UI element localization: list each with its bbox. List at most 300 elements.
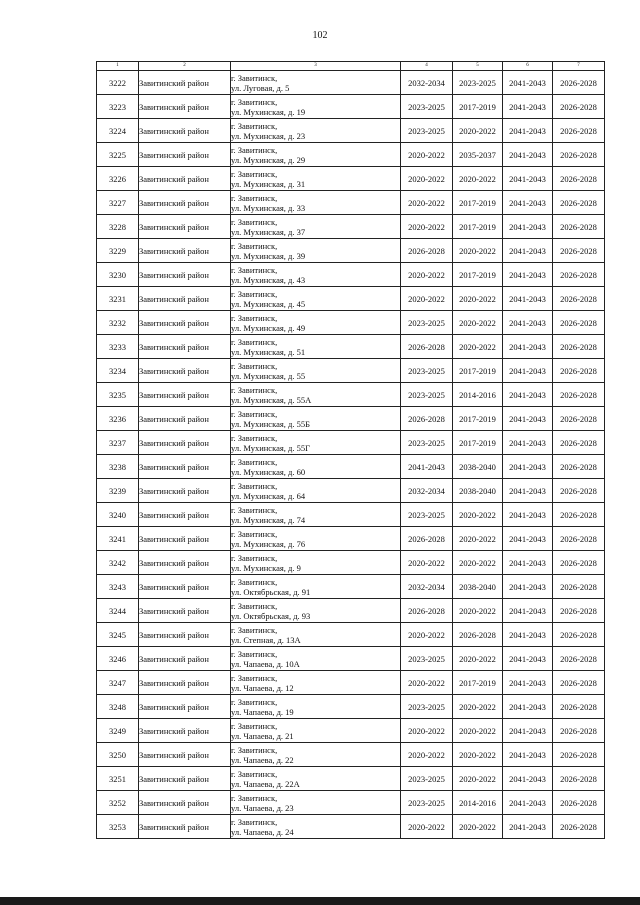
period-col-6: 2041-2043	[503, 623, 553, 647]
record-number: 3230	[97, 263, 139, 287]
period-col-6: 2041-2043	[503, 239, 553, 263]
registry-table	[96, 61, 605, 839]
period-col-5: 2020-2022	[453, 119, 503, 143]
address-city: г. Завитинск,	[231, 72, 278, 83]
period-col-4: 2020-2022	[401, 215, 453, 239]
address-street: ул. Чапаева, д. 22	[231, 754, 294, 765]
address-cell	[231, 143, 401, 167]
table-row	[97, 311, 605, 335]
period-col-7: 2026-2028	[553, 407, 605, 431]
period-col-6: 2041-2043	[503, 815, 553, 839]
period-col-6: 2041-2043	[503, 599, 553, 623]
period-col-7: 2026-2028	[553, 287, 605, 311]
district-cell: Завитинский район	[139, 335, 231, 359]
period-col-6: 2041-2043	[503, 791, 553, 815]
address-city: г. Завитинск,	[231, 216, 278, 227]
record-number: 3248	[97, 695, 139, 719]
address-city: г. Завитинск,	[231, 120, 278, 131]
period-col-5: 2014-2016	[453, 791, 503, 815]
table-row	[97, 455, 605, 479]
address-city: г. Завитинск,	[231, 168, 278, 179]
period-col-4: 2041-2043	[401, 455, 453, 479]
address-street: ул. Чапаева, д. 12	[231, 682, 294, 693]
district-cell: Завитинский район	[139, 599, 231, 623]
address-cell	[231, 191, 401, 215]
district-cell: Завитинский район	[139, 767, 231, 791]
address-cell	[231, 767, 401, 791]
period-col-4: 2023-2025	[401, 119, 453, 143]
district-cell: Завитинский район	[139, 239, 231, 263]
table-row	[97, 383, 605, 407]
period-col-5: 2020-2022	[453, 287, 503, 311]
period-col-6: 2041-2043	[503, 95, 553, 119]
table-row	[97, 575, 605, 599]
period-col-4: 2020-2022	[401, 167, 453, 191]
period-col-6: 2041-2043	[503, 311, 553, 335]
table-row	[97, 407, 605, 431]
address-city: г. Завитинск,	[231, 624, 278, 635]
period-col-4: 2020-2022	[401, 551, 453, 575]
address-city: г. Завитинск,	[231, 360, 278, 371]
period-col-7: 2026-2028	[553, 167, 605, 191]
record-number: 3247	[97, 671, 139, 695]
period-col-5: 2020-2022	[453, 647, 503, 671]
address-cell	[231, 119, 401, 143]
period-col-7: 2026-2028	[553, 71, 605, 95]
address-city: г. Завитинск,	[231, 408, 278, 419]
record-number: 3232	[97, 311, 139, 335]
period-col-4: 2020-2022	[401, 623, 453, 647]
address-street: ул. Мухинская, д. 51	[231, 346, 306, 357]
period-col-5: 2020-2022	[453, 767, 503, 791]
address-city: г. Завитинск,	[231, 480, 278, 491]
record-number: 3224	[97, 119, 139, 143]
table-row	[97, 647, 605, 671]
period-col-4: 2023-2025	[401, 791, 453, 815]
record-number: 3225	[97, 143, 139, 167]
address-street: ул. Мухинская, д. 29	[231, 154, 306, 165]
period-col-4: 2023-2025	[401, 359, 453, 383]
period-col-6: 2041-2043	[503, 743, 553, 767]
period-col-6: 2041-2043	[503, 215, 553, 239]
address-cell	[231, 479, 401, 503]
period-col-6: 2041-2043	[503, 191, 553, 215]
address-street: ул. Мухинская, д. 64	[231, 490, 306, 501]
period-col-4: 2023-2025	[401, 695, 453, 719]
district-cell: Завитинский район	[139, 263, 231, 287]
record-number: 3251	[97, 767, 139, 791]
period-col-6: 2041-2043	[503, 479, 553, 503]
address-cell	[231, 287, 401, 311]
period-col-6: 2041-2043	[503, 335, 553, 359]
record-number: 3241	[97, 527, 139, 551]
address-cell	[231, 575, 401, 599]
period-col-7: 2026-2028	[553, 479, 605, 503]
period-col-7: 2026-2028	[553, 599, 605, 623]
period-col-5: 2017-2019	[453, 431, 503, 455]
table-row	[97, 527, 605, 551]
period-col-5: 2020-2022	[453, 527, 503, 551]
record-number: 3226	[97, 167, 139, 191]
district-cell: Завитинский район	[139, 119, 231, 143]
period-col-4: 2020-2022	[401, 815, 453, 839]
period-col-7: 2026-2028	[553, 239, 605, 263]
district-cell: Завитинский район	[139, 527, 231, 551]
period-col-5: 2017-2019	[453, 359, 503, 383]
record-number: 3244	[97, 599, 139, 623]
address-cell	[231, 719, 401, 743]
district-cell: Завитинский район	[139, 695, 231, 719]
table-row	[97, 695, 605, 719]
address-cell	[231, 455, 401, 479]
period-col-5: 2020-2022	[453, 239, 503, 263]
period-col-6: 2041-2043	[503, 647, 553, 671]
district-cell: Завитинский район	[139, 575, 231, 599]
record-number: 3246	[97, 647, 139, 671]
column-header: 5	[453, 62, 503, 71]
period-col-5: 2017-2019	[453, 191, 503, 215]
address-city: г. Завитинск,	[231, 768, 278, 779]
address-city: г. Завитинск,	[231, 288, 278, 299]
period-col-4: 2026-2028	[401, 335, 453, 359]
period-col-5: 2020-2022	[453, 551, 503, 575]
address-street: ул. Мухинская, д. 55Г	[231, 442, 311, 453]
table-row	[97, 551, 605, 575]
period-col-5: 2017-2019	[453, 671, 503, 695]
record-number: 3236	[97, 407, 139, 431]
address-cell	[231, 671, 401, 695]
district-cell: Завитинский район	[139, 647, 231, 671]
address-street: ул. Мухинская, д. 45	[231, 298, 306, 309]
period-col-6: 2041-2043	[503, 119, 553, 143]
period-col-7: 2026-2028	[553, 671, 605, 695]
table-row	[97, 167, 605, 191]
district-cell: Завитинский район	[139, 671, 231, 695]
page-number: 102	[312, 30, 328, 41]
period-col-5: 2017-2019	[453, 215, 503, 239]
table-row	[97, 815, 605, 839]
period-col-5: 2020-2022	[453, 719, 503, 743]
period-col-7: 2026-2028	[553, 767, 605, 791]
column-header: 7	[553, 62, 605, 71]
record-number: 3243	[97, 575, 139, 599]
period-col-5: 2020-2022	[453, 599, 503, 623]
address-cell	[231, 815, 401, 839]
table-row	[97, 359, 605, 383]
address-street: ул. Мухинская, д. 23	[231, 130, 306, 141]
period-col-7: 2026-2028	[553, 335, 605, 359]
period-col-5: 2023-2025	[453, 71, 503, 95]
address-city: г. Завитинск,	[231, 528, 278, 539]
period-col-7: 2026-2028	[553, 143, 605, 167]
table-row	[97, 191, 605, 215]
period-col-5: 2035-2037	[453, 143, 503, 167]
period-col-4: 2023-2025	[401, 431, 453, 455]
period-col-4: 2020-2022	[401, 263, 453, 287]
address-street: ул. Мухинская, д. 37	[231, 226, 306, 237]
address-city: г. Завитинск,	[231, 312, 278, 323]
period-col-7: 2026-2028	[553, 215, 605, 239]
record-number: 3237	[97, 431, 139, 455]
address-cell	[231, 215, 401, 239]
address-city: г. Завитинск,	[231, 384, 278, 395]
address-city: г. Завитинск,	[231, 816, 278, 827]
address-cell	[231, 599, 401, 623]
district-cell: Завитинский район	[139, 95, 231, 119]
period-col-5: 2017-2019	[453, 95, 503, 119]
period-col-5: 2020-2022	[453, 167, 503, 191]
table-row	[97, 239, 605, 263]
period-col-7: 2026-2028	[553, 551, 605, 575]
record-number: 3253	[97, 815, 139, 839]
address-street: ул. Чапаева, д. 10А	[231, 658, 300, 669]
address-cell	[231, 647, 401, 671]
address-cell	[231, 311, 401, 335]
address-street: ул. Октябрьская, д. 91	[231, 586, 311, 597]
period-col-6: 2041-2043	[503, 767, 553, 791]
address-street: ул. Чапаева, д. 23	[231, 802, 294, 813]
period-col-7: 2026-2028	[553, 455, 605, 479]
address-street: ул. Мухинская, д. 60	[231, 466, 306, 477]
address-city: г. Завитинск,	[231, 96, 278, 107]
district-cell: Завитинский район	[139, 359, 231, 383]
period-col-4: 2023-2025	[401, 647, 453, 671]
district-cell: Завитинский район	[139, 287, 231, 311]
period-col-6: 2041-2043	[503, 359, 553, 383]
table-row	[97, 671, 605, 695]
address-city: г. Завитинск,	[231, 144, 278, 155]
address-city: г. Завитинск,	[231, 552, 278, 563]
address-cell	[231, 71, 401, 95]
address-street: ул. Мухинская, д. 19	[231, 106, 306, 117]
period-col-5: 2026-2028	[453, 623, 503, 647]
address-city: г. Завитинск,	[231, 600, 278, 611]
period-col-6: 2041-2043	[503, 455, 553, 479]
district-cell: Завитинский район	[139, 479, 231, 503]
period-col-5: 2017-2019	[453, 407, 503, 431]
table-row	[97, 215, 605, 239]
district-cell: Завитинский район	[139, 71, 231, 95]
period-col-4: 2020-2022	[401, 719, 453, 743]
address-city: г. Завитинск,	[231, 744, 278, 755]
address-city: г. Завитинск,	[231, 696, 278, 707]
address-street: ул. Мухинская, д. 31	[231, 178, 306, 189]
district-cell: Завитинский район	[139, 143, 231, 167]
period-col-6: 2041-2043	[503, 719, 553, 743]
period-col-6: 2041-2043	[503, 503, 553, 527]
table-row	[97, 263, 605, 287]
district-cell: Завитинский район	[139, 455, 231, 479]
address-city: г. Завитинск,	[231, 576, 278, 587]
address-city: г. Завитинск,	[231, 504, 278, 515]
record-number: 3228	[97, 215, 139, 239]
table-row	[97, 791, 605, 815]
address-cell	[231, 695, 401, 719]
period-col-7: 2026-2028	[553, 743, 605, 767]
period-col-7: 2026-2028	[553, 311, 605, 335]
address-street: ул. Чапаева, д. 22А	[231, 778, 300, 789]
address-city: г. Завитинск,	[231, 672, 278, 683]
period-col-6: 2041-2043	[503, 263, 553, 287]
period-col-5: 2020-2022	[453, 743, 503, 767]
period-col-5: 2020-2022	[453, 815, 503, 839]
record-number: 3229	[97, 239, 139, 263]
scan-edge	[0, 897, 640, 905]
address-street: ул. Мухинская, д. 55А	[231, 394, 312, 405]
address-city: г. Завитинск,	[231, 456, 278, 467]
period-col-4: 2020-2022	[401, 191, 453, 215]
address-street: ул. Мухинская, д. 43	[231, 274, 306, 285]
period-col-5: 2014-2016	[453, 383, 503, 407]
period-col-4: 2023-2025	[401, 311, 453, 335]
address-city: г. Завитинск,	[231, 648, 278, 659]
address-street: ул. Мухинская, д. 49	[231, 322, 306, 333]
address-city: г. Завитинск,	[231, 792, 278, 803]
period-col-7: 2026-2028	[553, 719, 605, 743]
address-street: ул. Луговая, д. 5	[231, 82, 290, 93]
address-street: ул. Мухинская, д. 74	[231, 514, 306, 525]
period-col-7: 2026-2028	[553, 119, 605, 143]
period-col-5: 2038-2040	[453, 575, 503, 599]
address-street: ул. Мухинская, д. 33	[231, 202, 306, 213]
address-cell	[231, 527, 401, 551]
period-col-5: 2017-2019	[453, 263, 503, 287]
period-col-7: 2026-2028	[553, 503, 605, 527]
address-cell	[231, 359, 401, 383]
table-row	[97, 431, 605, 455]
period-col-5: 2020-2022	[453, 311, 503, 335]
address-city: г. Завитинск,	[231, 240, 278, 251]
period-col-6: 2041-2043	[503, 407, 553, 431]
record-number: 3234	[97, 359, 139, 383]
address-cell	[231, 623, 401, 647]
period-col-4: 2020-2022	[401, 743, 453, 767]
column-header: 2	[139, 62, 231, 71]
address-street: ул. Мухинская, д. 76	[231, 538, 306, 549]
record-number: 3222	[97, 71, 139, 95]
period-col-4: 2026-2028	[401, 527, 453, 551]
address-city: г. Завитинск,	[231, 432, 278, 443]
district-cell: Завитинский район	[139, 215, 231, 239]
district-cell: Завитинский район	[139, 815, 231, 839]
period-col-7: 2026-2028	[553, 623, 605, 647]
table-row	[97, 95, 605, 119]
address-cell	[231, 407, 401, 431]
address-cell	[231, 263, 401, 287]
record-number: 3250	[97, 743, 139, 767]
district-cell: Завитинский район	[139, 167, 231, 191]
period-col-7: 2026-2028	[553, 575, 605, 599]
address-cell	[231, 383, 401, 407]
address-cell	[231, 95, 401, 119]
period-col-6: 2041-2043	[503, 167, 553, 191]
period-col-4: 2023-2025	[401, 767, 453, 791]
period-col-7: 2026-2028	[553, 527, 605, 551]
district-cell: Завитинский район	[139, 551, 231, 575]
period-col-5: 2038-2040	[453, 455, 503, 479]
period-col-7: 2026-2028	[553, 359, 605, 383]
district-cell: Завитинский район	[139, 431, 231, 455]
address-cell	[231, 167, 401, 191]
table-row	[97, 287, 605, 311]
address-street: ул. Мухинская, д. 55	[231, 370, 306, 381]
address-street: ул. Мухинская, д. 9	[231, 562, 301, 573]
period-col-4: 2020-2022	[401, 671, 453, 695]
district-cell: Завитинский район	[139, 191, 231, 215]
period-col-5: 2020-2022	[453, 503, 503, 527]
record-number: 3239	[97, 479, 139, 503]
district-cell: Завитинский район	[139, 383, 231, 407]
period-col-4: 2032-2034	[401, 479, 453, 503]
period-col-7: 2026-2028	[553, 383, 605, 407]
address-city: г. Завитинск,	[231, 192, 278, 203]
period-col-4: 2026-2028	[401, 407, 453, 431]
table-row	[97, 719, 605, 743]
period-col-4: 2023-2025	[401, 95, 453, 119]
period-col-4: 2032-2034	[401, 71, 453, 95]
address-city: г. Завитинск,	[231, 720, 278, 731]
period-col-5: 2038-2040	[453, 479, 503, 503]
address-street: ул. Октябрьская, д. 93	[231, 610, 311, 621]
address-cell	[231, 743, 401, 767]
district-cell: Завитинский район	[139, 407, 231, 431]
column-header: 6	[503, 62, 553, 71]
table-row	[97, 599, 605, 623]
record-number: 3245	[97, 623, 139, 647]
period-col-7: 2026-2028	[553, 191, 605, 215]
record-number: 3249	[97, 719, 139, 743]
address-cell	[231, 551, 401, 575]
period-col-6: 2041-2043	[503, 143, 553, 167]
record-number: 3235	[97, 383, 139, 407]
table-row	[97, 479, 605, 503]
table-row	[97, 143, 605, 167]
period-col-4: 2023-2025	[401, 383, 453, 407]
column-header: 4	[401, 62, 453, 71]
period-col-7: 2026-2028	[553, 695, 605, 719]
table-row	[97, 503, 605, 527]
record-number: 3233	[97, 335, 139, 359]
period-col-6: 2041-2043	[503, 287, 553, 311]
column-header: 1	[97, 62, 139, 71]
period-col-6: 2041-2043	[503, 551, 553, 575]
table-row	[97, 119, 605, 143]
period-col-6: 2041-2043	[503, 695, 553, 719]
district-cell: Завитинский район	[139, 719, 231, 743]
address-cell	[231, 791, 401, 815]
period-col-4: 2023-2025	[401, 503, 453, 527]
period-col-5: 2020-2022	[453, 335, 503, 359]
address-street: ул. Мухинская, д. 39	[231, 250, 306, 261]
address-street: ул. Чапаева, д. 19	[231, 706, 294, 717]
period-col-6: 2041-2043	[503, 71, 553, 95]
address-street: ул. Степная, д. 13А	[231, 634, 301, 645]
period-col-7: 2026-2028	[553, 431, 605, 455]
period-col-4: 2026-2028	[401, 599, 453, 623]
table-row	[97, 743, 605, 767]
period-col-6: 2041-2043	[503, 575, 553, 599]
period-col-4: 2020-2022	[401, 143, 453, 167]
address-cell	[231, 335, 401, 359]
record-number: 3242	[97, 551, 139, 575]
period-col-7: 2026-2028	[553, 791, 605, 815]
period-col-6: 2041-2043	[503, 527, 553, 551]
record-number: 3223	[97, 95, 139, 119]
record-number: 3238	[97, 455, 139, 479]
table-row	[97, 335, 605, 359]
table-row	[97, 623, 605, 647]
address-city: г. Завитинск,	[231, 264, 278, 275]
